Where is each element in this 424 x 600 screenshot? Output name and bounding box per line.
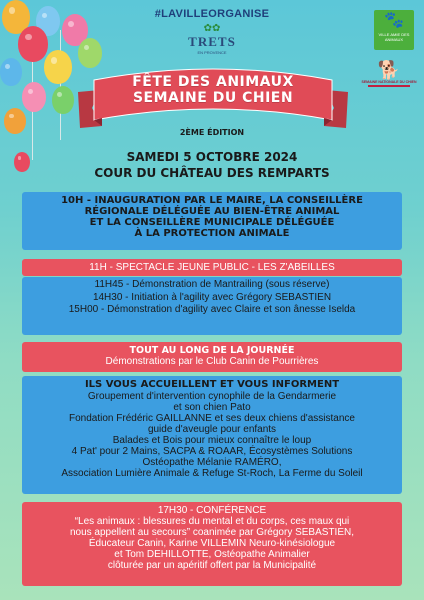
demo-line: 15H00 - Démonstration d'agility avec Claire et son ânesse Iselda <box>68 304 356 315</box>
trets-logo-sub: EN PROVENCE <box>197 50 227 55</box>
snc-logo-text: SEMAINE NATIONALE DU CHIEN <box>361 80 417 84</box>
demos-box <box>22 277 402 335</box>
title-banner <box>78 62 348 134</box>
banner-line-1: FÊTE DES ANIMAUX <box>132 74 294 90</box>
inauguration-line: RÉGIONALE DÉLÉGUÉE AU BIEN-ÊTRE ANIMAL <box>84 206 340 217</box>
event-date: SAMEDI 5 OCTOBRE 2024 <box>126 150 298 164</box>
semaine-nationale-chien-logo <box>360 60 418 92</box>
paw-icon: 🐾 <box>384 12 404 29</box>
inauguration-box <box>22 192 402 250</box>
conference-box <box>22 502 402 586</box>
journee-title: TOUT AU LONG DE LA JOURNÉE <box>129 345 295 356</box>
banner-title <box>78 74 348 106</box>
trets-logo-name: TRETS <box>188 34 236 49</box>
accueil-line: et son chien Pato <box>173 402 251 413</box>
inauguration-line: 10H - INAUGURATION PAR LE MAIRE, LA CONSEILLÈRE <box>61 195 363 206</box>
conference-line: clôturée par un apéritif offert par la Municipalité <box>107 560 317 571</box>
ville-amie-animaux-logo <box>374 10 414 50</box>
accueil-line: Association Lumière Animale & Refuge St-Roch, La Ferme du Soleil <box>61 468 363 479</box>
journee-box <box>22 342 402 372</box>
accueil-line: 4 Pat' pour 2 Mains, SACPA & ROAAR, Écosystèmes Solutions <box>71 446 353 457</box>
hashtag: #LAVILLEORGANISE <box>154 8 270 20</box>
event-place: COUR DU CHÂTEAU DES REMPARTS <box>94 166 330 180</box>
accueil-line: Balades et Bois pour mieux connaître le loup <box>112 435 312 446</box>
conference-line: nous appellent au secours” coanimée par Grégory SEBASTIEN, <box>69 527 355 538</box>
trets-logo <box>172 24 252 62</box>
balloon-icon <box>22 82 46 112</box>
accueil-title: ILS VOUS ACCUEILLENT ET VOUS INFORMENT <box>84 379 340 390</box>
dog-icon: 🐕 <box>377 60 401 80</box>
inauguration-line: À LA PROTECTION ANIMALE <box>134 228 290 239</box>
demo-line: 14H30 - Initiation à l'agility avec Grégory SEBASTIEN <box>92 291 332 303</box>
edition: 2ÈME ÉDITION <box>179 128 245 137</box>
inauguration-line: ET LA CONSEILLÈRE MUNICIPALE DÉLÉGUÉE <box>89 217 335 228</box>
flower-icon: ✿✿ <box>203 23 221 34</box>
conference-title: 17H30 - CONFÉRENCE <box>157 505 267 516</box>
conference-line: Éducateur Canin, Karine VILLEMIN Neuro-kinésiologue <box>88 538 336 549</box>
conference-line: et Tom DEHILLOTTE, Ostéopathe Animalier <box>114 549 310 560</box>
balloon-icon <box>0 58 22 86</box>
accueil-line: Ostéopathe Mélanie RAMÉRO, <box>142 457 282 468</box>
green-logo-text: VILLE AMIE DES ANIMAUX <box>378 32 410 42</box>
balloon-icon <box>52 86 74 114</box>
accueil-box <box>22 376 402 494</box>
journee-text: Démonstrations par le Club Canin de Pourrières <box>105 356 319 367</box>
spectacle-box <box>22 259 402 276</box>
balloon-icon <box>18 26 48 62</box>
accueil-line: guide d'aveugle pour enfants <box>147 424 277 435</box>
accueil-line: Groupement d'intervention cynophile de la Gendarmerie <box>87 391 337 402</box>
banner-line-2: SEMAINE DU CHIEN <box>132 90 294 106</box>
demo-line: 11H45 - Démonstration de Mantrailing (sous réserve) <box>94 279 330 290</box>
conference-line: “Les animaux : blessures du mental et du corps, ces maux qui <box>74 516 350 527</box>
accueil-line: Fondation Frédéric GAILLANNE et ses deux chiens d'assistance <box>69 413 355 424</box>
spectacle-text: 11H - SPECTACLE JEUNE PUBLIC - LES Z'ABEILLES <box>89 262 335 273</box>
balloon-icon <box>44 50 72 84</box>
